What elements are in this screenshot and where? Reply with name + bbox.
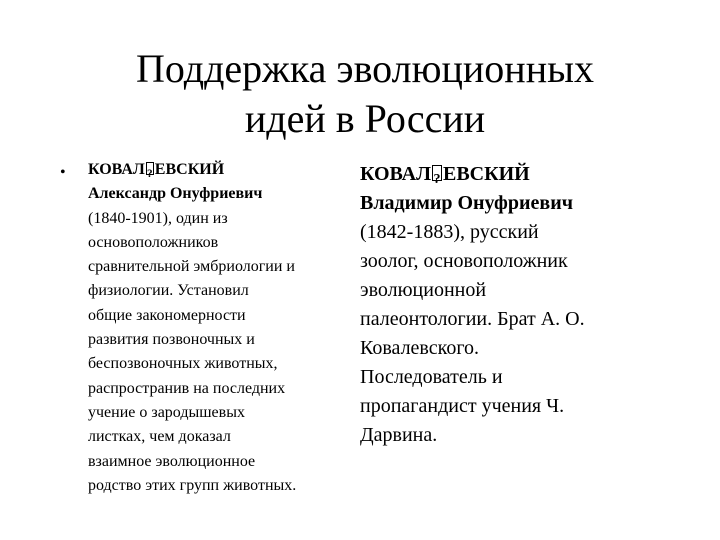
right-surname-part-2: ЕВСКИЙ [443,163,530,185]
right-text-line: Дарвина. [360,424,438,446]
left-fullname: Александр Онуфриевич [88,185,263,203]
missing-glyph-icon [432,165,442,181]
left-text-line: взаимное эволюционное [88,452,256,470]
title-line-1: Поддержка эволюционных [135,46,594,91]
slide-title [60,44,670,144]
right-text-line: зоолог, основоположник [360,250,568,272]
left-text-line: физиологии. Установил [88,282,249,300]
right-surname-part-1: КОВАЛ [360,163,431,185]
left-text-line: общие закономерности [88,306,246,324]
bullet-marker: • [60,164,66,181]
right-text-line: Последователь и [360,366,503,388]
left-text-line: развития позвоночных и [88,331,255,349]
right-column-kovalevsky-vladimir [360,160,660,450]
left-text-line: сравнительной эмбриологии и [88,258,295,276]
left-surname [88,158,358,182]
right-text-line: палеонтологии. Брат А. О. [360,308,585,330]
left-column-kovalevsky-alexander [88,158,358,498]
right-text-line: Ковалевского. [360,337,480,359]
right-text-line: эволюционной [360,279,487,301]
missing-glyph-icon [146,162,154,175]
left-text-line: листках, чем доказал [88,428,231,446]
left-text-line: основоположников [88,233,219,251]
left-text-line: родство этих групп животных. [88,476,297,494]
right-text-line: (1842-1883), русский [360,221,539,243]
left-text-line: распространив на последних [88,379,286,397]
left-text-line: учение о зародышевых [88,403,245,421]
left-surname-part-1: КОВАЛ [88,161,145,178]
title-line-2: идей в России [244,96,486,141]
right-text-line: пропагандист учения Ч. [360,395,565,417]
left-text-line: беспозвоночных животных, [88,355,278,373]
right-fullname: Владимир Онуфриевич [360,192,574,214]
left-surname-part-2: ЕВСКИЙ [154,161,225,178]
right-surname [360,160,660,189]
left-text-line: (1840-1901), один из [88,209,228,227]
